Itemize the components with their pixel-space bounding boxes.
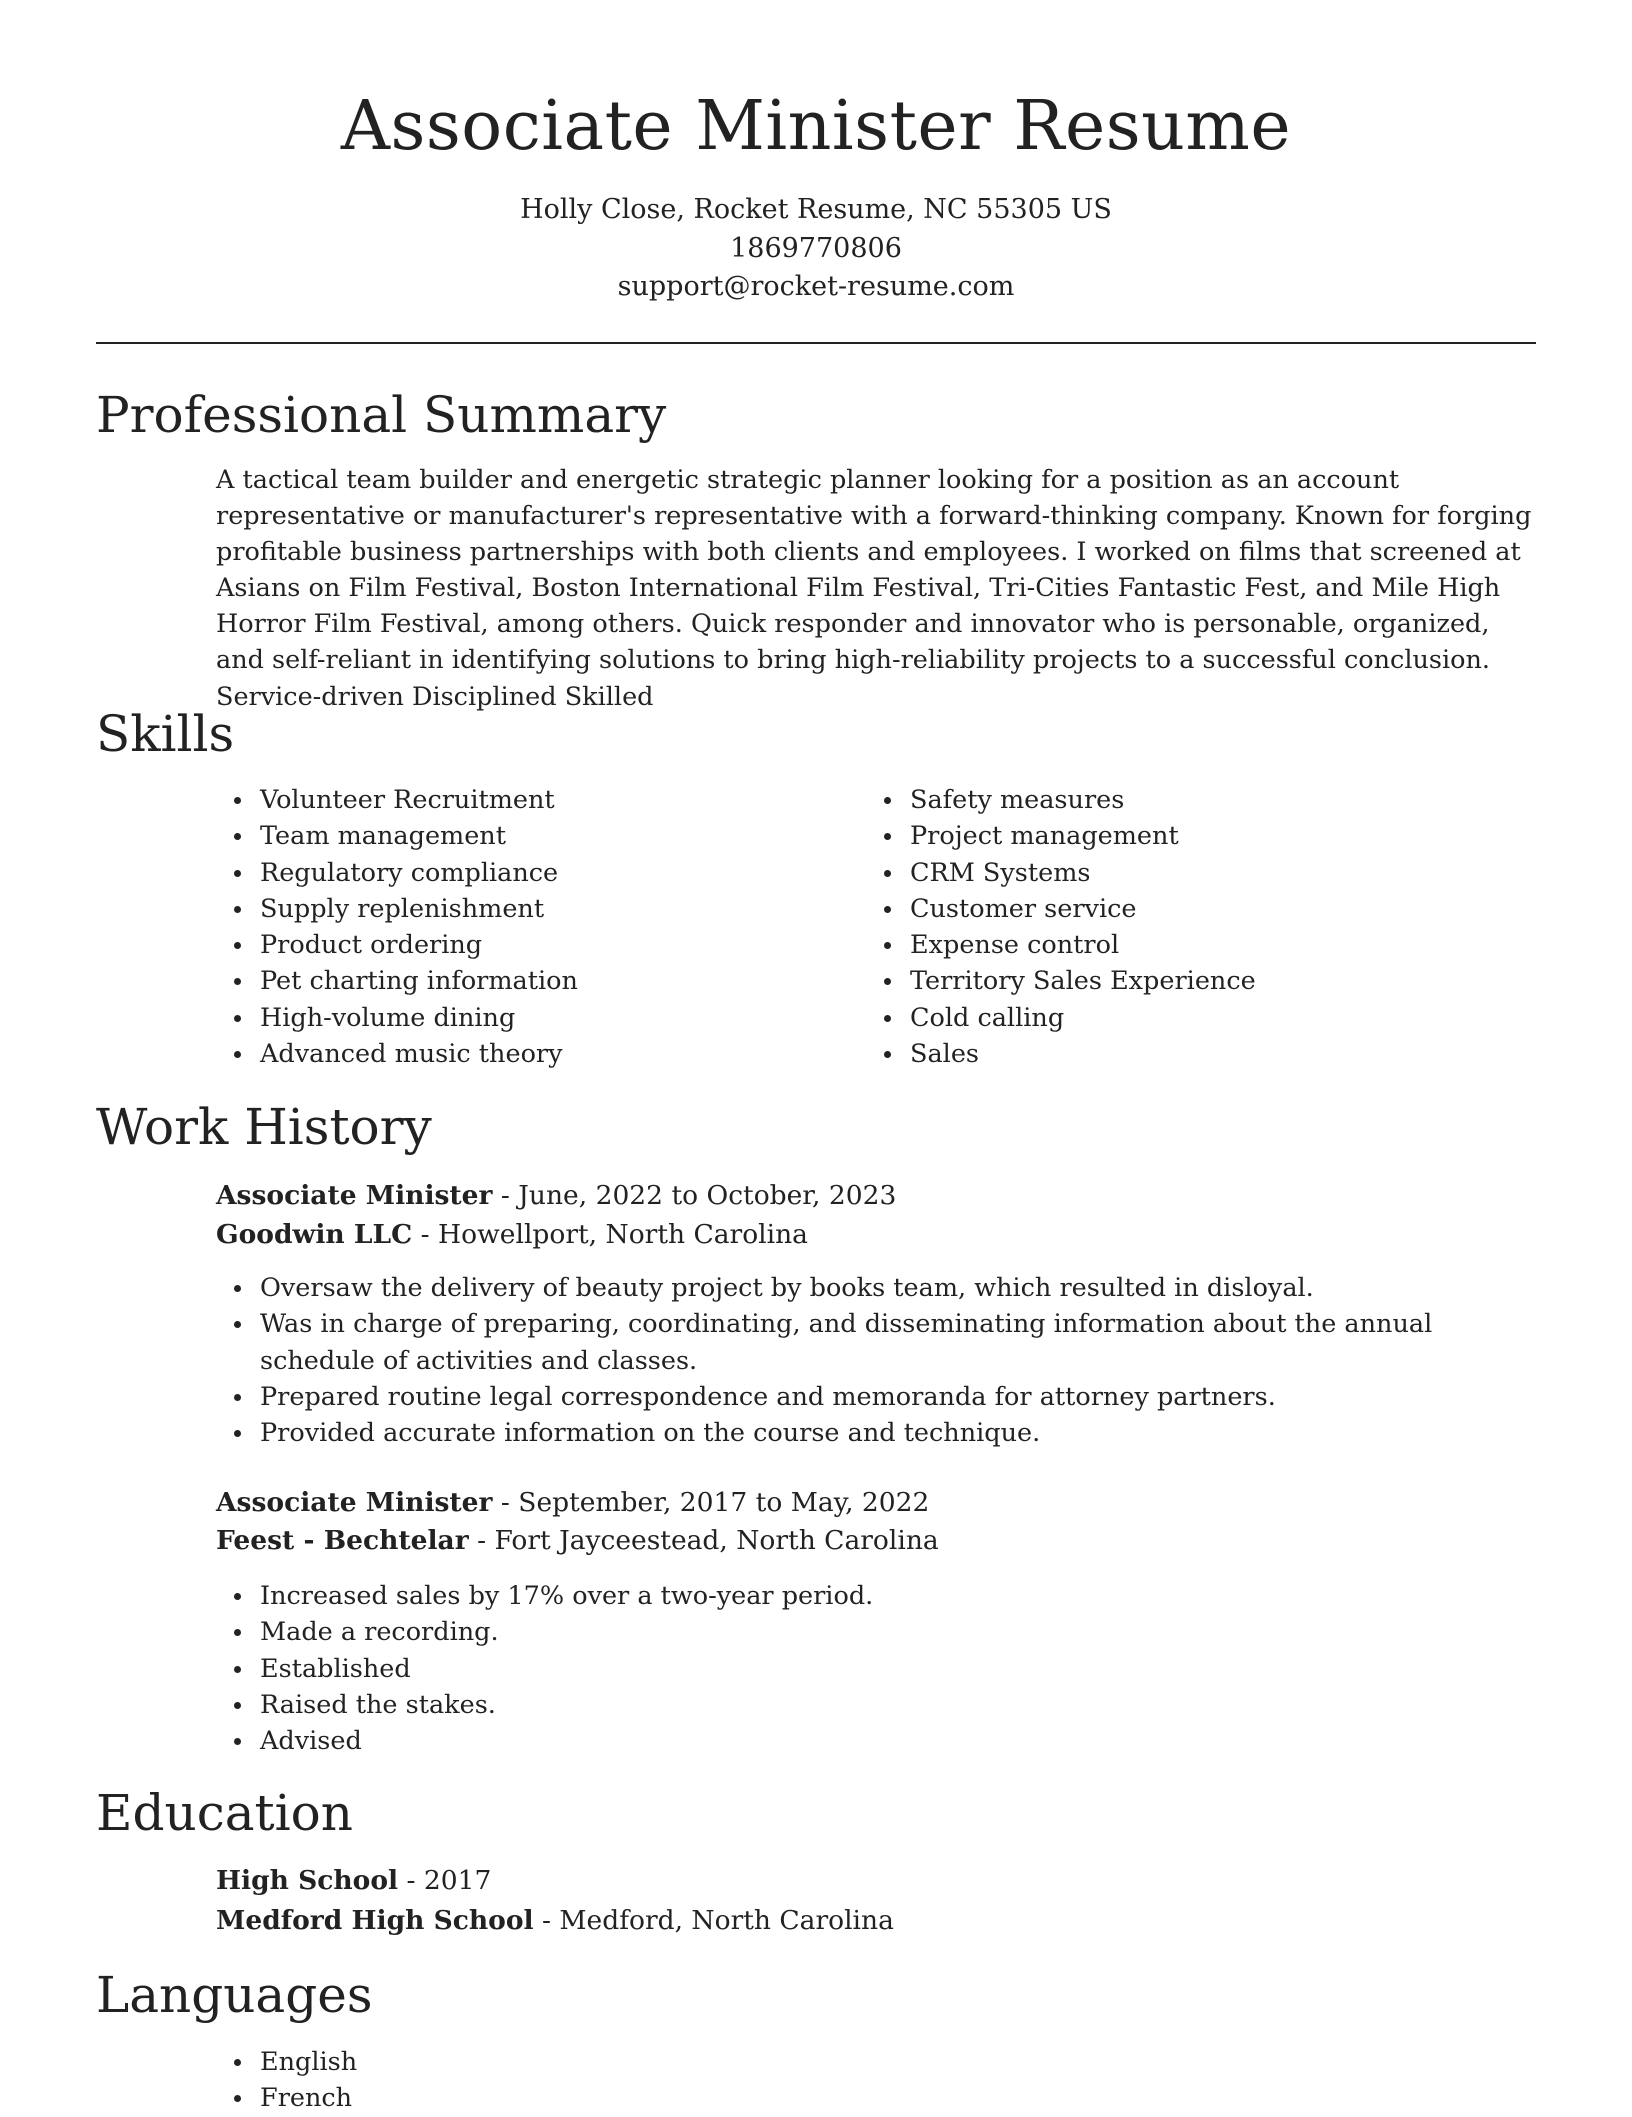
contact-phone: 1869770806	[730, 233, 902, 264]
resume-title: Associate Minister Resume	[340, 87, 1292, 166]
education-heading: Education	[96, 1784, 353, 1842]
languages-list	[216, 2044, 816, 2117]
job-duty-item: Made a recording.	[216, 1614, 1536, 1650]
job-duty-item: Advised	[216, 1723, 1536, 1759]
education-degree: High School	[216, 1865, 399, 1896]
work-history-heading: Work History	[96, 1098, 432, 1156]
skill-item: Cold calling	[866, 1000, 1526, 1036]
skills-list-right	[866, 782, 1526, 1072]
job-duty-item: Established	[216, 1651, 1536, 1687]
job-title-line	[216, 1177, 896, 1215]
job-company-line	[216, 1216, 808, 1254]
education-location: - Medford, North Carolina	[533, 1905, 894, 1936]
summary-heading: Professional Summary	[96, 386, 667, 444]
skill-item: Product ordering	[216, 927, 816, 963]
skill-item: Customer service	[866, 891, 1526, 927]
skill-item: Pet charting information	[216, 963, 816, 999]
job-dates: - September, 2017 to May, 2022	[492, 1487, 930, 1518]
job-company-line	[216, 1522, 939, 1560]
skill-item: Project management	[866, 818, 1526, 854]
skill-item: Advanced music theory	[216, 1036, 816, 1072]
contact-email: support@rocket-resume.com	[617, 271, 1015, 302]
education-year: - 2017	[398, 1865, 492, 1896]
summary-text: A tactical team builder and energetic strategic planner looking for a position as an account representative or manufacturer's representative with a forward-thinking company. Known for forging profitable business partnerships with both clients and employees. I worked on films that screened at Asians on Film Festival, Boston International Film Festival, Tri-Cities Fantastic Fest, and Mile High Horror Film Festival, among others. Quick responder and innovator who is personable, organized, and self-reliant in identifying solutions to bring high-reliability projects to a successful conclusion. Service-driven Disciplined Skilled	[216, 465, 1532, 712]
job-location: - Howellport, North Carolina	[412, 1219, 808, 1250]
skill-item: Safety measures	[866, 782, 1526, 818]
job-duty-item: Provided accurate information on the course and technique.	[216, 1415, 1536, 1451]
skill-item: CRM Systems	[866, 855, 1526, 891]
contact-address: Holly Close, Rocket Resume, NC 55305 US	[520, 194, 1112, 225]
skill-item: High-volume dining	[216, 1000, 816, 1036]
language-item: English	[216, 2044, 816, 2080]
job-duty-item: Increased sales by 17% over a two-year period.	[216, 1578, 1536, 1614]
job-duty-item: Prepared routine legal correspondence and memoranda for attorney partners.	[216, 1379, 1536, 1415]
skill-item: Volunteer Recruitment	[216, 782, 816, 818]
job-company: Feest - Bechtelar	[216, 1525, 469, 1556]
skills-list-left	[216, 782, 816, 1072]
job-duty-item: Oversaw the delivery of beauty project by books team, which resulted in disloyal.	[216, 1270, 1536, 1306]
job-company: Goodwin LLC	[216, 1219, 413, 1250]
skill-item: Supply replenishment	[216, 891, 816, 927]
job-duty-item: Raised the stakes.	[216, 1687, 1536, 1723]
job-title: Associate Minister	[216, 1180, 493, 1211]
skill-item: Expense control	[866, 927, 1526, 963]
skill-item: Team management	[216, 818, 816, 854]
language-item: French	[216, 2080, 816, 2116]
skill-item: Regulatory compliance	[216, 855, 816, 891]
job-title-line	[216, 1484, 929, 1522]
job-location: - Fort Jayceestead, North Carolina	[468, 1525, 939, 1556]
education-school-line	[216, 1902, 894, 1940]
skill-item: Sales	[866, 1036, 1526, 1072]
education-school: Medford High School	[216, 1905, 534, 1936]
skills-heading: Skills	[96, 705, 235, 763]
job-duties-list	[216, 1578, 1536, 1759]
job-duty-item: Was in charge of preparing, coordinating, and disseminating information about the annual schedule of activities and classes.	[216, 1306, 1536, 1379]
education-degree-line	[216, 1862, 491, 1900]
skill-item: Territory Sales Experience	[866, 963, 1526, 999]
job-duties-list	[216, 1270, 1536, 1451]
languages-heading: Languages	[96, 1966, 373, 2024]
job-title: Associate Minister	[216, 1487, 493, 1518]
job-dates: - June, 2022 to October, 2023	[492, 1180, 897, 1211]
header-divider	[96, 342, 1536, 344]
